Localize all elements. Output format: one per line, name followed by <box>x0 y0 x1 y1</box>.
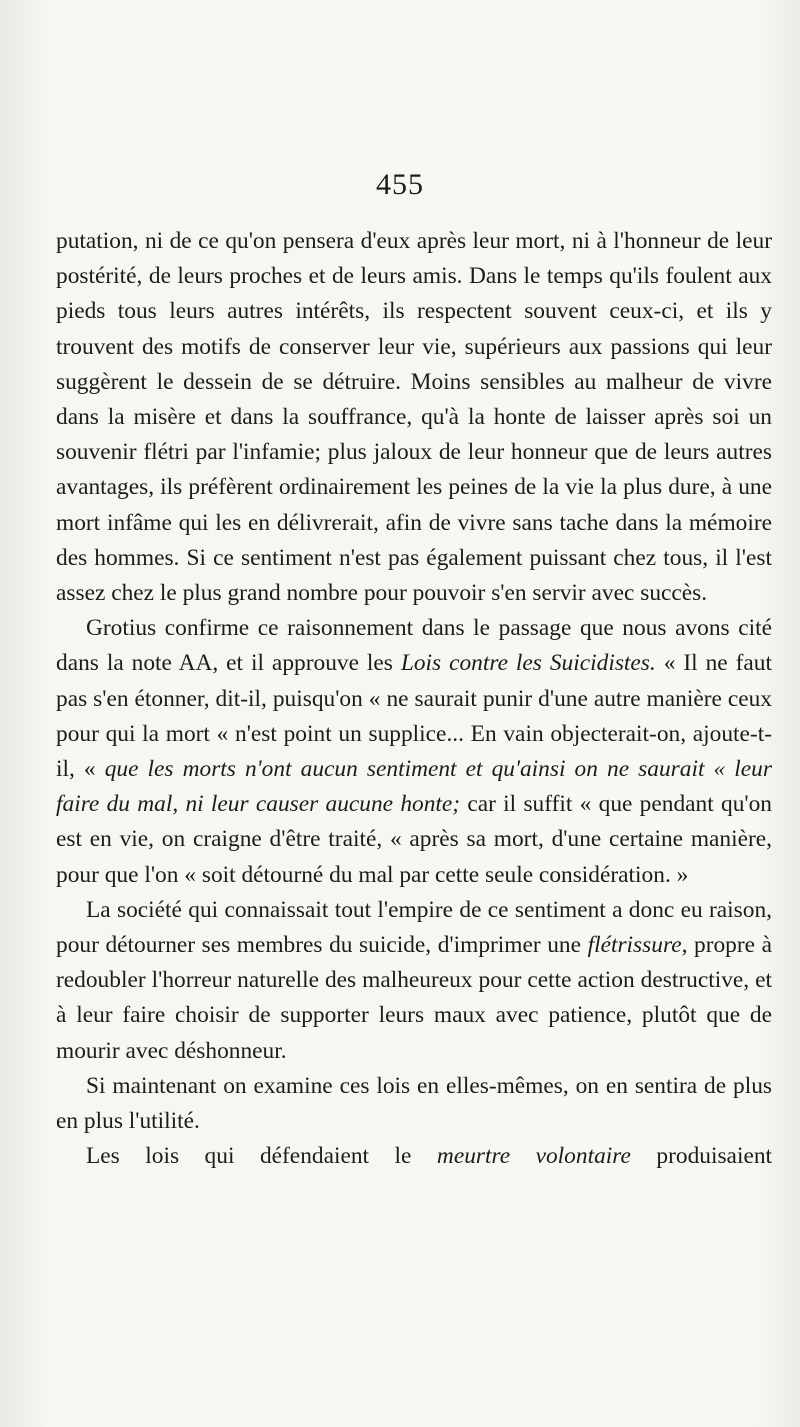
paragraph <box>56 1139 772 1174</box>
italic-run: Lois contre les Suicidistes. <box>400 650 656 677</box>
text-run: car il suffit « que pendant qu'on est en vie, on craigne d'être traité, « après sa mort, d'une certaine manière, pour que l'on « soit détourné du mal par cette seule considération. » <box>56 791 772 888</box>
italic-run: flétrissure <box>587 932 682 959</box>
text-run: Les lois qui défendaient le <box>86 1143 437 1170</box>
italic-run: que les morts n'ont aucun sentiment et qu'ainsi on ne saurait « leur faire du mal, ni leur causer aucune honte; <box>56 756 772 818</box>
text-run: produisaient <box>630 1143 773 1170</box>
paragraph <box>56 893 772 1069</box>
page-number: 455 <box>376 168 424 201</box>
text-run: putation, ni de ce qu'on pensera d'eux après leur mort, ni à l'honneur de leur postérité, de leurs proches et de leurs amis. Dans le temps qu'ils foulent aux pieds tous leurs autres intérêts, ils respectent souvent ceux-ci, et ils y trouvent des motifs de conserver leur vie, supérieurs aux passions qui leur suggèrent le dessein de se détruire. Moins sensibles au malheur de vivre dans la misère et dans la souffrance, qu'à la honte de laisser après soi un souvenir flétri par l'infamie; plus jaloux de leur honneur que de leurs autres avantages, ils préfèrent ordinairement les peines de la vie la plus dure, à une mort infâme qui les en délivrerait, afin de vivre sans tache dans la mémoire des hommes. Si ce sentiment n'est pas également puissant chez tous, il l'est assez chez le plus grand nombre pour pouvoir s'en servir avec succès. <box>56 228 772 607</box>
text-run: , propre à redoubler l'horreur naturelle des malheureux pour cette action destructive, et à leur faire choisir de supporter leurs maux avec patience, plutôt que de mourir avec déshonneur. <box>56 932 772 1064</box>
body-text <box>56 224 772 1174</box>
text-run: « Il ne faut pas s'en étonner, dit-il, puisqu'on « ne saurait punir d'une autre manière ceux pour qui la mort « n'est point un supplice... En vain objecterait-on, ajoute-t-il, « <box>56 650 772 783</box>
text-run: La société qui connaissait tout l'empire de ce sentiment a donc eu raison, pour détourner ses membres du suicide, d'imprimer une <box>56 896 772 959</box>
paragraph <box>56 1069 772 1139</box>
text-run: Si maintenant on examine ces lois en elles-mêmes, on en sentira de plus en plus l'utilité. <box>56 1072 772 1135</box>
italic-run: meurtre volontaire <box>436 1143 631 1170</box>
text-run: Grotius confirme ce raisonnement dans le passage que nous avons cité dans la note AA, et il approuve les <box>56 615 772 677</box>
paragraph <box>56 224 772 611</box>
paragraph <box>56 611 772 893</box>
